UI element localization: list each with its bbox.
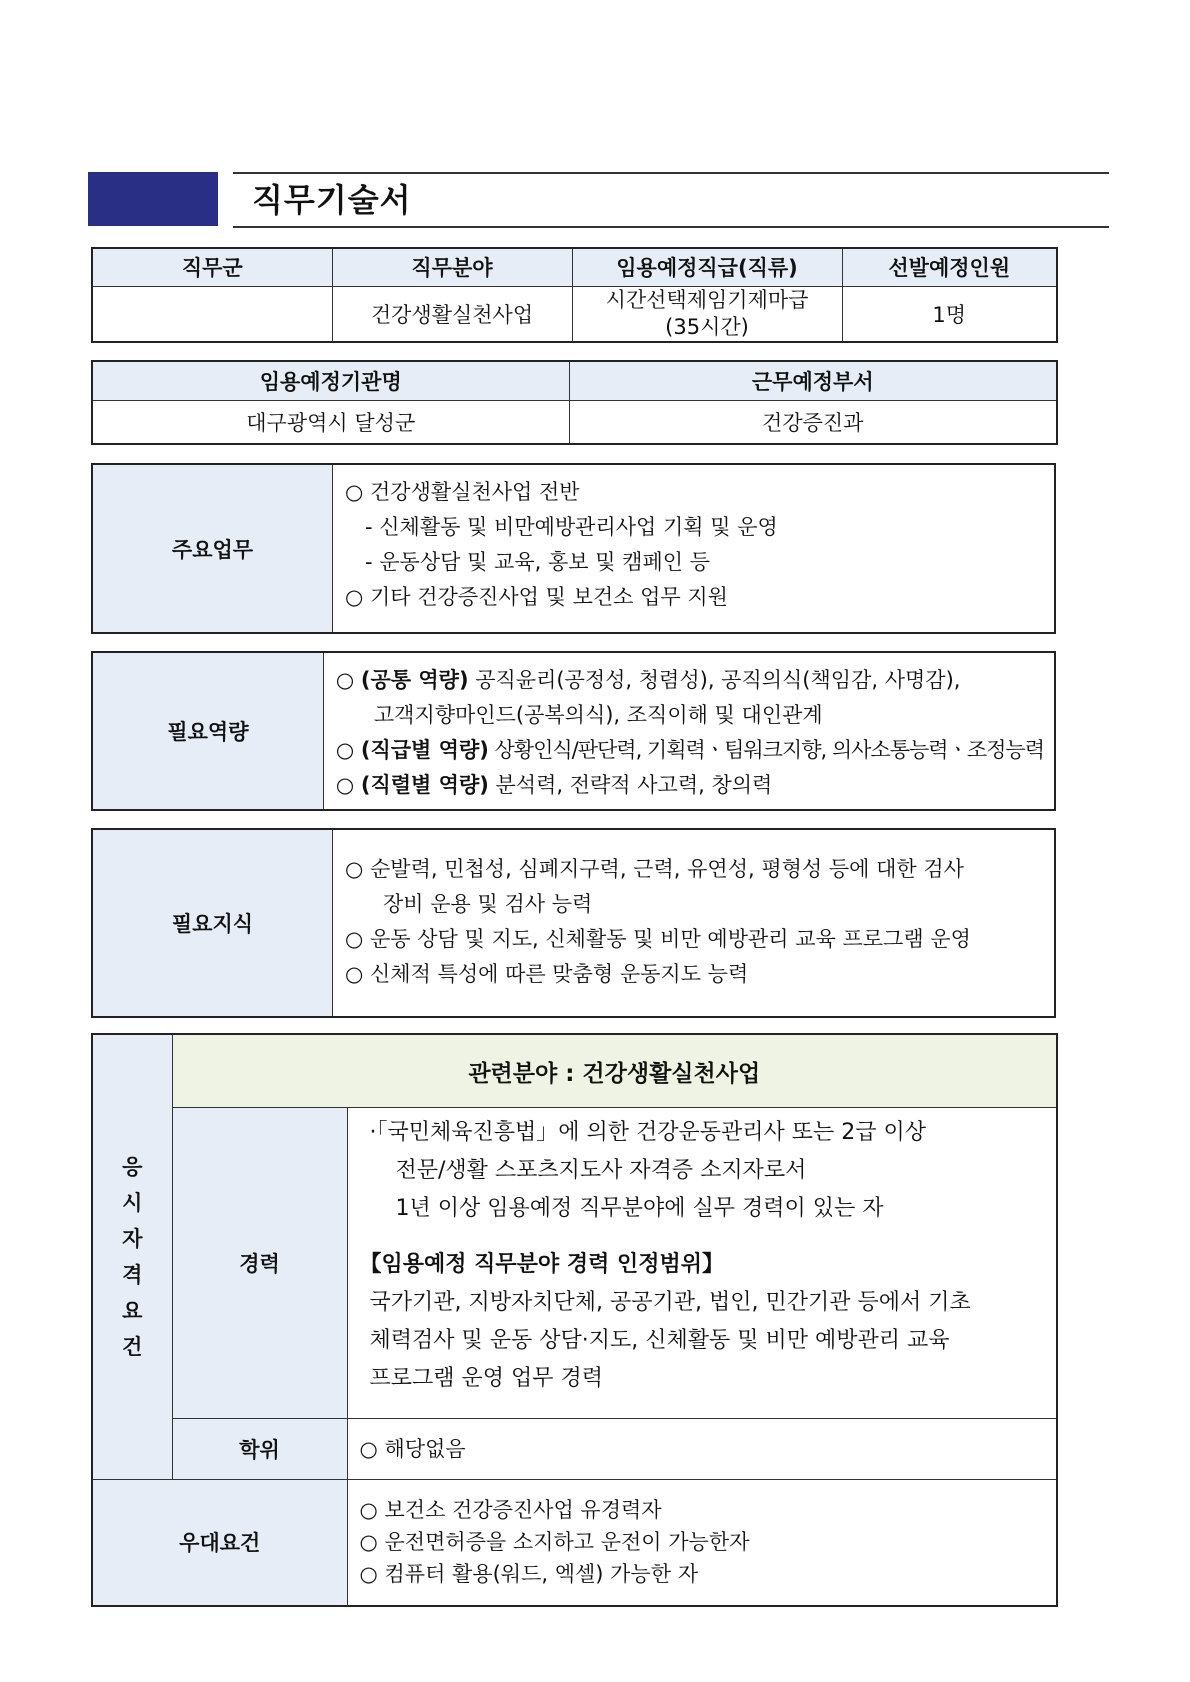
competency-rank-title: (직급별 역량) bbox=[360, 738, 489, 762]
career-line: 1년 이상 임용예정 직무분야에 실무 경력이 있는 자 bbox=[395, 1196, 884, 1221]
knowledge-line: 장비 운용 및 검사 능력 bbox=[383, 892, 593, 916]
headcount-value: 1명 bbox=[842, 286, 1057, 342]
career-content bbox=[347, 1108, 1057, 1419]
main-duties-content bbox=[333, 465, 1054, 632]
degree-label: 학위 bbox=[172, 1419, 347, 1480]
header-rank: 임용예정직급(직류) bbox=[572, 248, 842, 286]
main-duties-label: 주요업무 bbox=[93, 465, 333, 632]
bullet: ○ bbox=[335, 773, 361, 797]
competency-series bbox=[336, 768, 1044, 803]
preference-line: ○ 보건소 건강증진사업 유경력자 bbox=[359, 1498, 662, 1523]
knowledge-label: 필요지식 bbox=[93, 830, 333, 1016]
vertical-char: 격 bbox=[122, 1263, 143, 1287]
preference-line: ○ 운전면허증을 소지하고 운전이 가능한자 bbox=[359, 1530, 750, 1555]
career-range-line: 프로그램 운영 업무 경력 bbox=[369, 1366, 604, 1391]
vertical-char: 응 bbox=[122, 1155, 143, 1179]
header-dept: 근무예정부서 bbox=[569, 361, 1057, 400]
career-line: 전문/생활 스포츠지도사 자격증 소지자로서 bbox=[395, 1158, 807, 1183]
competency-rank-text: 상황인식/판단력, 기획력ㆍ팀워크지향, 의사소통능력ㆍ조정능력 bbox=[488, 738, 1044, 762]
title-rule-bottom bbox=[233, 226, 1109, 228]
dept-value: 건강증진과 bbox=[569, 400, 1057, 444]
related-field-header: 관련분야 : 건강생활실천사업 bbox=[172, 1034, 1057, 1108]
spacer bbox=[360, 1228, 1047, 1246]
header-job-field: 직무분야 bbox=[332, 248, 572, 286]
duty-line: - 신체활동 및 비만예방관리사업 기획 및 운영 bbox=[365, 515, 778, 539]
competency-common-title: (공통 역량) bbox=[360, 668, 469, 692]
vertical-char: 건 bbox=[122, 1335, 143, 1359]
knowledge-section bbox=[91, 828, 1056, 1018]
duty-line: ○ 건강생활실천사업 전반 bbox=[345, 480, 580, 504]
header-org: 임용예정기관명 bbox=[92, 361, 569, 400]
rank-line-2: (35시간) bbox=[665, 314, 749, 339]
career-label: 경력 bbox=[172, 1108, 347, 1419]
job-info-table bbox=[91, 247, 1058, 343]
duty-line: - 운동상담 및 교육, 홍보 및 캠페인 등 bbox=[365, 550, 710, 574]
competency-series-text: 분석력, 전략적 사고력, 창의력 bbox=[488, 773, 773, 797]
career-range-line: 국가기관, 지방자치단체, 공공기관, 법인, 민간기관 등에서 기초 bbox=[369, 1290, 971, 1315]
knowledge-line: ○ 운동 상담 및 지도, 신체활동 및 비만 예방관리 교육 프로그램 운영 bbox=[345, 927, 971, 951]
vertical-char: 시 bbox=[122, 1191, 143, 1215]
competency-rank bbox=[336, 733, 1044, 768]
career-range-title: 【임용예정 직무분야 경력 인정범위】 bbox=[359, 1252, 725, 1277]
rank-line-1: 시간선택제임기제마급 bbox=[605, 287, 809, 312]
preference-content bbox=[347, 1480, 1057, 1606]
competency-common-cont: 고객지향마인드(공복의식), 조직이해 및 대인관계 bbox=[373, 703, 823, 727]
competency-common-text: 공직윤리(공정성, 청렴성), 공직의식(책임감, 사명감), bbox=[468, 668, 961, 692]
preference-label: 우대요건 bbox=[92, 1480, 347, 1606]
degree-value: ○ 해당없음 bbox=[347, 1419, 1057, 1480]
org-info-table bbox=[91, 360, 1058, 445]
preference-line: ○ 컴퓨터 활용(워드, 엑셀) 가능한 자 bbox=[359, 1562, 698, 1587]
job-field-value: 건강생활실천사업 bbox=[332, 286, 572, 342]
knowledge-line: ○ 신체적 특성에 따른 맞춤형 운동지도 능력 bbox=[345, 962, 749, 986]
competency-common bbox=[336, 663, 1044, 698]
rank-value bbox=[572, 286, 842, 342]
header-headcount: 선발예정인원 bbox=[842, 248, 1057, 286]
knowledge-content bbox=[333, 830, 1054, 1016]
org-value: 대구광역시 달성군 bbox=[92, 400, 569, 444]
job-group-value bbox=[92, 286, 332, 342]
career-range-line: 체력검사 및 운동 상담·지도, 신체활동 및 비만 예방관리 교육 bbox=[369, 1328, 950, 1353]
duty-line: ○ 기타 건강증진사업 및 보건소 업무 지원 bbox=[345, 585, 728, 609]
bullet: ○ bbox=[335, 668, 361, 692]
main-duties-section bbox=[91, 463, 1056, 634]
competency-section bbox=[91, 651, 1056, 811]
header-job-group: 직무군 bbox=[92, 248, 332, 286]
vertical-char: 요 bbox=[122, 1299, 143, 1323]
vertical-char: 자 bbox=[122, 1227, 143, 1251]
bullet: ○ bbox=[335, 738, 361, 762]
title-rule-top bbox=[233, 172, 1109, 174]
page-title: 직무기술서 bbox=[252, 181, 412, 219]
career-line: ·「국민체육진흥법」에 의한 건강운동관리사 또는 2급 이상 bbox=[369, 1120, 927, 1145]
competency-series-title: (직렬별 역량) bbox=[360, 773, 489, 797]
qualification-vertical-label bbox=[92, 1034, 172, 1480]
qualification-table bbox=[91, 1033, 1058, 1607]
title-accent-block bbox=[88, 172, 218, 226]
competency-content bbox=[324, 653, 1054, 809]
knowledge-line: ○ 순발력, 민첩성, 심폐지구력, 근력, 유연성, 평형성 등에 대한 검사 bbox=[345, 857, 964, 881]
competency-label: 필요역량 bbox=[93, 653, 324, 809]
